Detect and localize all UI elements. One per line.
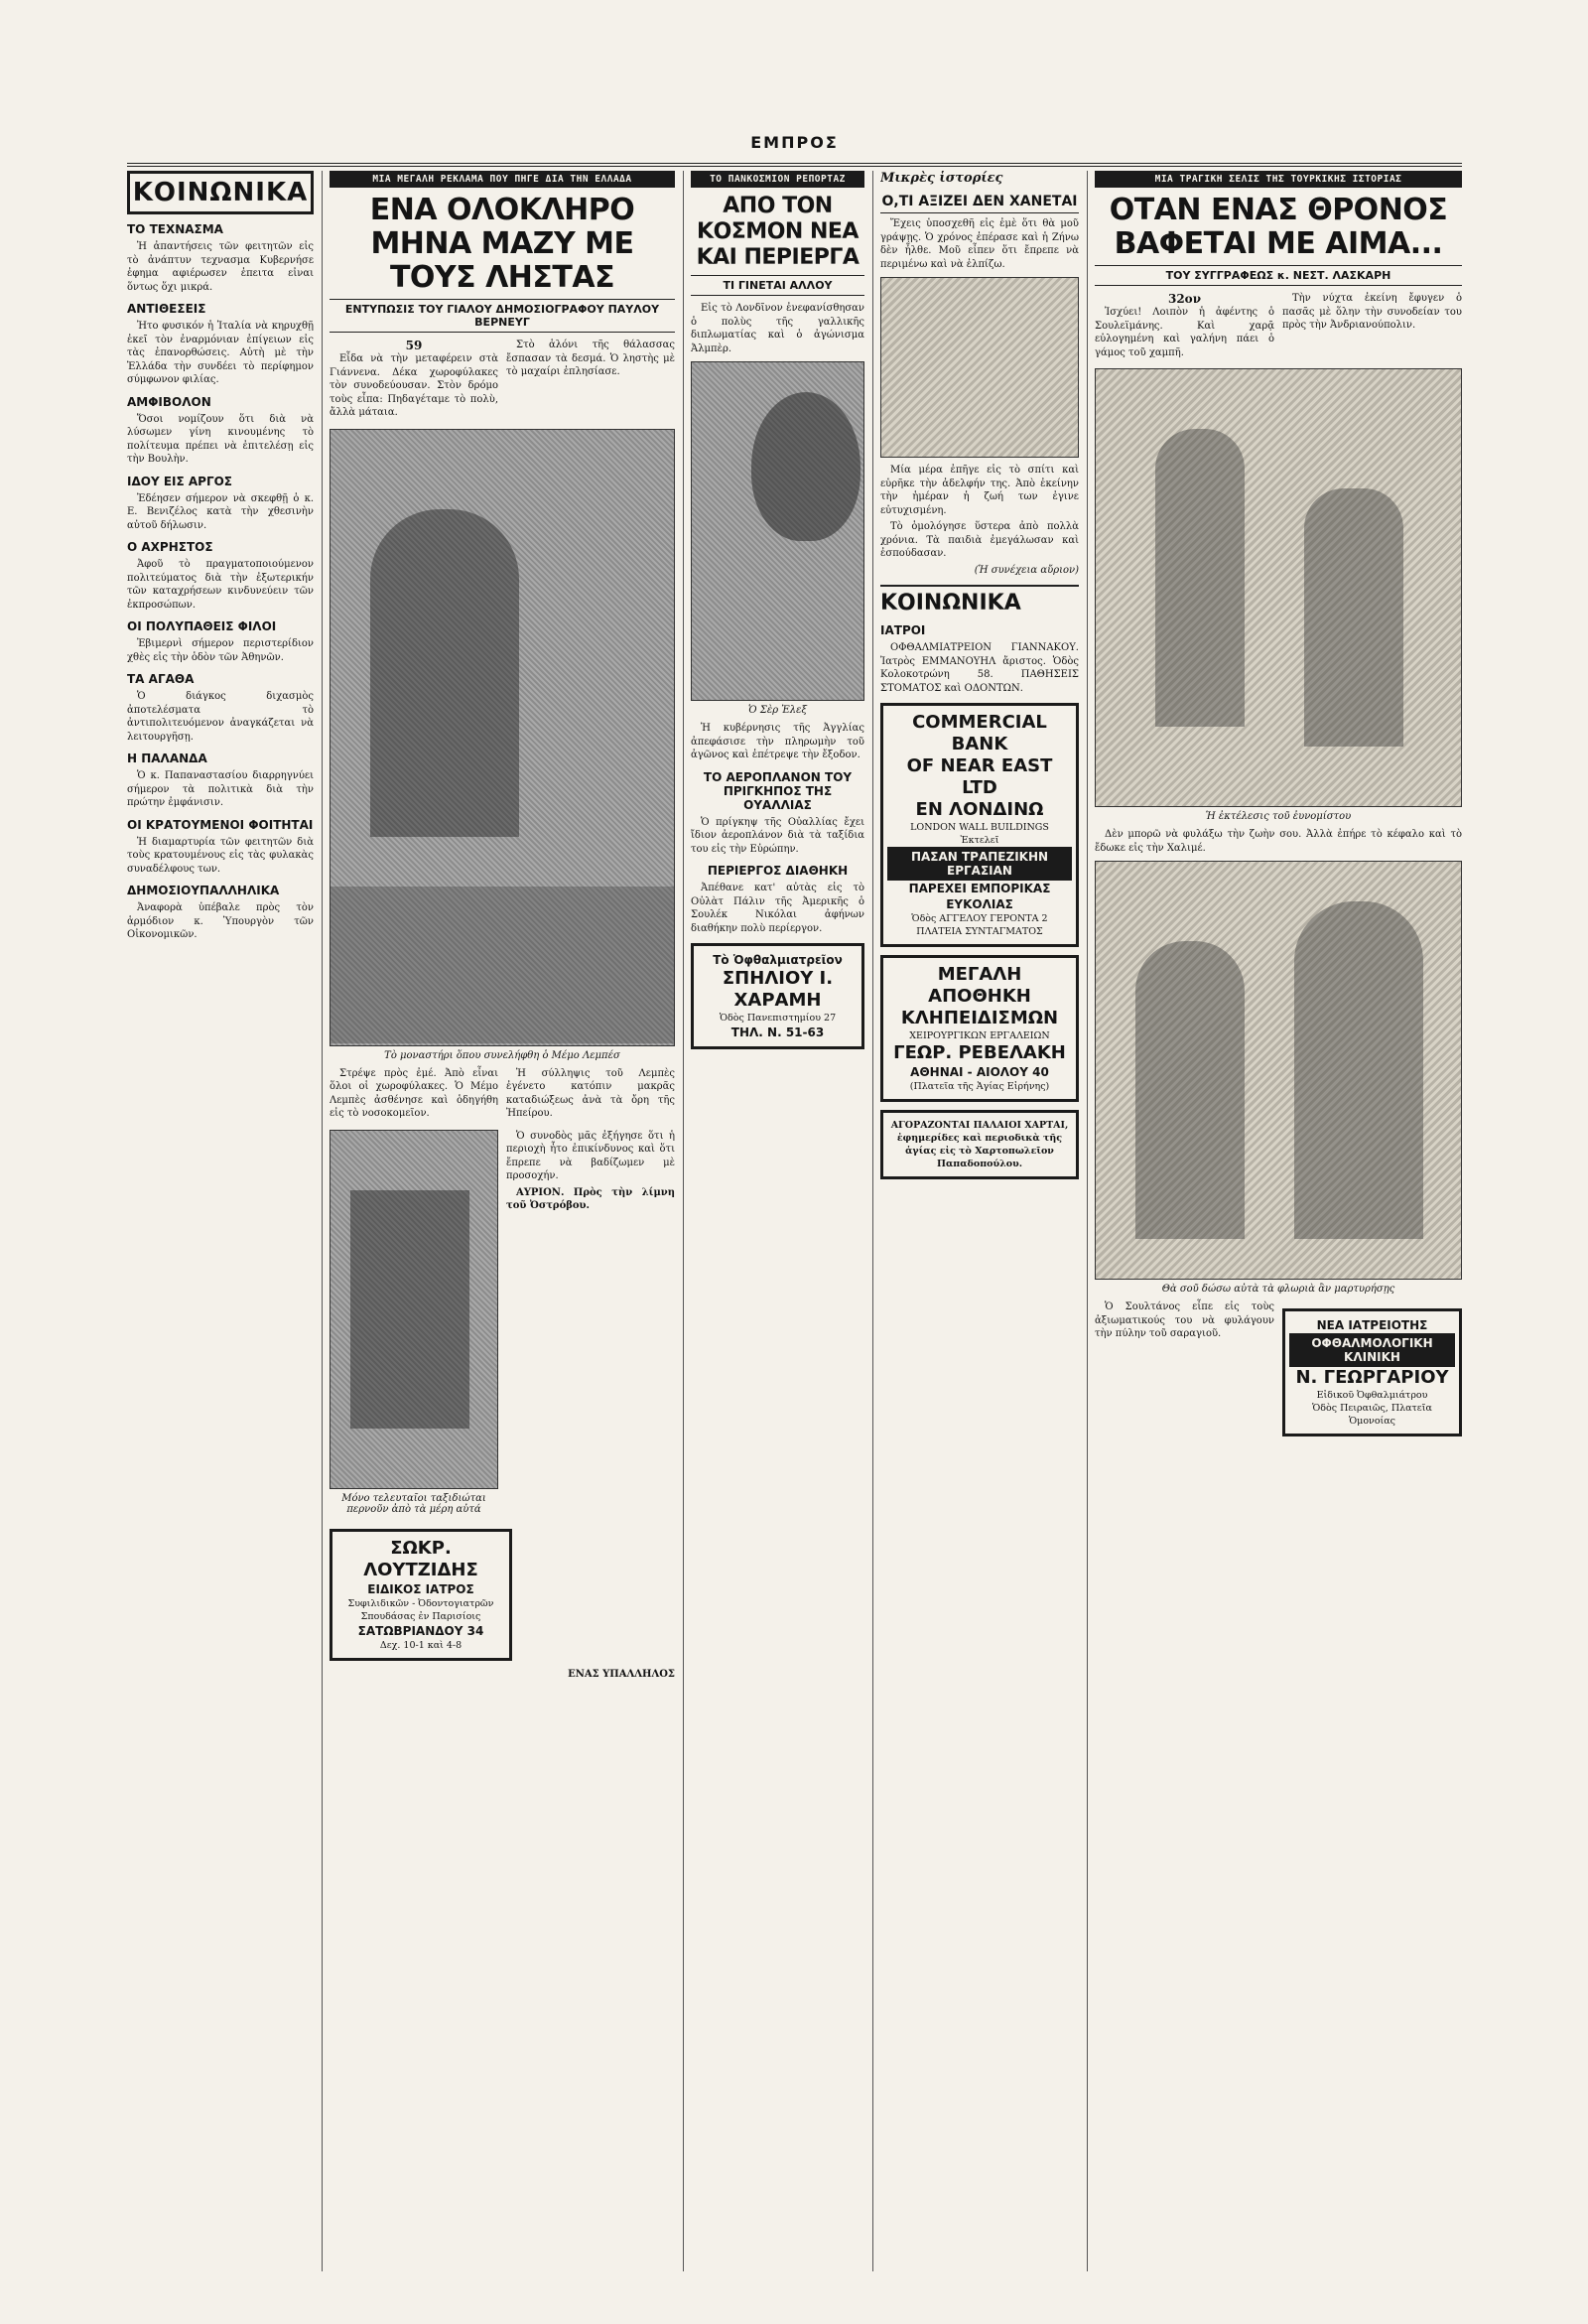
column-kinonika <box>127 171 314 2271</box>
item-title: Η ΠΑΛΑΝΔΑ <box>127 752 207 765</box>
item-title: ΔΗΜΟΣΙΟΥΠΑΛΛΗΛΙΚΑ <box>127 884 280 897</box>
kicker: Μικρὲς ἱστορίες <box>880 171 1003 186</box>
column-world-news <box>691 171 864 2271</box>
ad-line: ΕΝ ΛΟΝΔΙΝΩ <box>915 799 1044 820</box>
item-title: Ο ΑΧΡΗΣΤΟΣ <box>127 540 213 554</box>
photo-arch <box>370 509 519 837</box>
ad-line: (Πλατεῖα τῆς Ἁγίας Εἰρήνης) <box>909 1081 1050 1092</box>
column-bandits-story <box>330 171 675 2271</box>
episode-number: 59 <box>405 339 423 352</box>
paragraph: Μία μέρα ἐπῆγε εἰς τὸ σπίτι καὶ εὑρῆκε τὴν ἀδελφήν της. Ἀπὸ ἐκείνην τὴν ἡμέραν ἡ ζωή των ἐγινε εὐτυχισμένη. <box>880 465 1079 516</box>
item-title: ΟΙ ΠΟΛΥΠΑΘΕΙΣ ΦΙΛΟΙ <box>127 619 277 633</box>
ad-line: Ὁδὸς ΑΓΓΕΛΟΥ ΓΕΡΟΝΤΑ 2 <box>911 913 1048 924</box>
paragraph: Εἶδα νὰ τὴν μεταφέρειν στὰ Γιάννενα. Δέκα χωροφύλακες τὸν συνοδεύουσαν. Στὸν δρόμο τοὺς εἶπα: Πηδαγέταμε τὸ πολὺ, ἄλλὰ μάταια. <box>330 353 498 418</box>
ad-line: Ὁδὸς Πειραιῶς, Πλατεῖα Ὁμονοίας <box>1312 1403 1432 1427</box>
store-ad <box>880 955 1079 1102</box>
monastery-photo <box>330 429 675 1046</box>
subheading: ΠΕΡΙΕΡΓΟΣ ΔΙΑΘΗΚΗ <box>707 864 849 878</box>
ad-line: Σπουδάσας ἐν Παρισίοις <box>360 1610 481 1622</box>
kicker: ΜΙΑ ΜΕΓΑΛΗ ΡΕΚΛΑΜΑ ΠΟΥ ΠΗΓΕ ΔΙΑ ΤΗΝ ΕΛΛΑΔΑ <box>330 171 675 188</box>
continued-note: (Ἡ συνέχεια αὔριον) <box>974 564 1079 576</box>
item-7 <box>127 672 314 744</box>
ad-line: Ὁδὸς Πανεπιστημίου 27 <box>719 1013 837 1024</box>
column-rule <box>1087 171 1088 2271</box>
paragraph: Εἰς τὸ Λονδῖνον ἐνεφανίσθησαν ὁ πολὺς τῆς γαλλικῆς διπλωματίας καὶ ὁ ἀγώνισμα Ἀλμπὲρ. <box>691 303 864 354</box>
subheading: ΤΟ ΑΕΡΟΠΛΑΝΟΝ ΤΟΥ ΠΡΙΓΚΗΠΟΣ ΤΗΣ ΟΥΑΛΛΙΑΣ <box>703 769 853 812</box>
ad-hours: Δεχ. 10-1 καὶ 4-8 <box>379 1639 463 1651</box>
photo-caption: Μόνο τελευταῖοι ταξιδιώται περνοῦν ἀπὸ τὰ μέρη αὐτά <box>341 1492 486 1515</box>
ad-line: COMMERCIAL BANK <box>912 712 1047 754</box>
text-column <box>1282 1300 1462 1444</box>
newspaper-page <box>127 127 1462 2271</box>
children-illustration <box>880 277 1079 458</box>
paragraph: Ὁ Σουλτάνος εἶπε εἰς τοὺς ἀξιωματικούς του νὰ φυλάγουν τὴν πύλην τοῦ σαραγιοῦ. <box>1095 1301 1274 1339</box>
item-text: Ὁ διάγκος διχασμὸς ἀποτελέσματα τὸ ἀντιπολιτευόμενον ἀναγκάζεται νὰ λειτουργῆσῃ. <box>127 691 314 743</box>
story-text-bottom <box>1095 1300 1462 1444</box>
item-4 <box>127 475 314 533</box>
illustration-caption: Ἡ ἐκτέλεσις τοῦ ἐυνομίστου <box>1205 811 1352 822</box>
paragraph: Ἡ σύλληψις τοῦ Λεμπὲς ἐγένετο κατόπιν μακρᾶς καταδιώξεως ἀνὰ τὰ ὄρη τῆς Ἠπείρου. <box>506 1067 675 1119</box>
item-text: Ἐδέησεν σήμερον νὰ σκεφθῇ ὁ κ. Ε. Βενιζέλος κατὰ τὴν χθεσινὴν αὐτοῦ δήλωσιν. <box>127 492 314 531</box>
ad-line: Ν. ΓΕΩΡΓΑΡΙΟΥ <box>1295 1367 1449 1388</box>
column-rule <box>322 171 323 2271</box>
item-title: ΙΔΟΥ ΕΙΣ ΑΡΓΟΣ <box>127 474 232 488</box>
item-text: Ἀναφορὰ ὑπέβαλε πρὸς τὸν ἁρμόδιον κ. Ὑπουργὸν τῶν Οἰκονομικῶν. <box>127 902 314 940</box>
ad-line: LONDON WALL BUILDINGS <box>910 822 1049 833</box>
ad-line: ΝΕΑ ΙΑΤΡΕΙΟΤΗΣ <box>1316 1318 1428 1332</box>
episode-number: 32ον <box>1167 292 1202 306</box>
ad-line: ΠΛΑΤΕΙΑ ΣΥΝΤΑΓΜΑΤΟΣ <box>916 926 1043 937</box>
kicker: ΤΟ ΠΑΝΚΟΣΜΙΟΝ ΡΕΠΟΡΤΑΖ <box>691 171 864 188</box>
tomorrow-note: ΑΥΡΙΟΝ. Πρὸς τὴν λίμνη τοῦ Ὀστρόβου. <box>506 1186 675 1211</box>
item-title: ΑΜΦΙΒΟΛΟΝ <box>127 394 211 409</box>
item-title: ΤΑ ΑΓΑΘΑ <box>127 672 195 686</box>
item-9 <box>127 818 314 877</box>
portrait-photo <box>691 361 864 701</box>
illus-figure <box>1304 488 1403 747</box>
ad-line: ΓΕΩΡ. ΡΕΒΕΛΑΚΗ <box>893 1042 1066 1063</box>
byline: ΤΟΥ ΣΥΓΓΡΑΦΕΩΣ κ. ΝΕΣΤ. ΛΑΣΚΑΡΗ <box>1095 265 1462 286</box>
item-1 <box>127 222 314 294</box>
ad-line: Τὸ Ὀφθαλμιατρεῖον <box>713 953 843 967</box>
paragraph: Ὁ συνοδὸς μᾶς ἐξήγησε ὅτι ἡ περιοχὴ ἦτο ἐπικίνδυνος καὶ ὅτι ἔπρεπε νὰ βαδίζωμεν μὲ προσοχήν. <box>506 1130 675 1181</box>
item-10 <box>127 884 314 942</box>
illus-figure <box>1155 429 1245 727</box>
subheading: ΙΑΤΡΟΙ <box>880 623 926 637</box>
execution-illustration <box>1095 368 1462 807</box>
column-turkish-history <box>1095 171 1462 2271</box>
doctor-ad <box>330 1529 512 1661</box>
paragraph: Τὴν νύχτα ἐκείνη ἔφυγεν ὁ πασᾶς μὲ ὅλην τὴν συνοδείαν του πρὸς τὴν Ἀνδριανούπολιν. <box>1282 293 1462 331</box>
item-2 <box>127 302 314 387</box>
ad-line: OF NEAR EAST LTD <box>906 755 1053 798</box>
item-title: ΤΟ ΤΕΧΝΑΣΜΑ <box>127 222 223 236</box>
item-text: Ὅσοι νομίζουν ὅτι διὰ νὰ λύσωμεν γίνη κινουμένης τὸ πολίτευμα πρέπει νὰ ἐπιτελέσῃ εἰς τὴν Βουλὴν. <box>127 413 314 465</box>
paper-ad <box>880 1110 1079 1179</box>
section-title-kinonika: ΚΟΙΝΩΝΙΚΑ <box>880 585 1079 615</box>
text-column <box>506 339 675 423</box>
item-text: Ὁ κ. Παπαναστασίου διαρρηγνύει σήμερον τὰ πολιτικὰ διὰ τὴν πρώτην ἐμφάνισιν. <box>127 770 314 808</box>
headline: ΟΤΑΝ ΕΝΑΣ ΘΡΟΝΟΣ ΒΑΦΕΤΑΙ ΜΕ ΑΙΜΑ... <box>1109 193 1448 261</box>
item-text: Ἠτο φυσικόν ἡ Ἰταλία νὰ κηρυχθῇ ἐκεῖ τὸν ἐναρμόνιαν ἐπίγειων εἰς τὰς ἐπανορθώσεις. Αὐτὴ μὲ τὴν Ἑλλάδα τὴν συνδέει τὸ περίφημον σύμφωνον φιλίας. <box>127 321 314 385</box>
ad-line: ΠΑΣΑΝ ΤΡΑΠΕΖΙΚΗΝ ΕΡΓΑΣΙΑΝ <box>887 847 1072 881</box>
ophthalmologist-ad <box>691 943 864 1049</box>
item-title: ΟΙ ΚΡΑΤΟΥΜΕΝΟΙ ΦΟΙΤΗΤΑΙ <box>127 817 314 832</box>
travellers-photo <box>330 1130 498 1489</box>
illus-figure <box>1294 901 1423 1239</box>
text-column <box>506 1130 675 1521</box>
text-column <box>1282 292 1462 362</box>
ad-address: ΣΑΤΩΒΡΙΑΝΔΟΥ 34 <box>357 1623 484 1638</box>
text-column <box>330 339 498 423</box>
paragraph: Δὲν μπορῶ νὰ φυλάξω τὴν ζωὴν σου. Ἀλλὰ ἐπήρε τὸ κέφαλο καὶ τὸ ἔδωκε εἰς τὴν Χαλιμέ. <box>1095 829 1462 854</box>
headline: ΕΝΑ ΟΛΟΚΛΗΡΟ ΜΗΝΑ ΜΑΖΥ ΜΕ ΤΟΥΣ ΛΗΣΤΑΣ <box>369 193 635 295</box>
paragraph: Ἡ κυβέρνησις τῆς Ἀγγλίας ἀπεφάσισε τὴν πληρωμὴν τοῦ ἀγῶνος καὶ ἐπέτρεψε τὴν ἔξοδον. <box>691 723 864 760</box>
item-5 <box>127 540 314 612</box>
bottom-signature: ΕΝΑΣ ΥΠΑΛΛΗΛΟΣ <box>568 1668 675 1680</box>
illustration-caption: Θὰ σοῦ δώσω αὐτὰ τὰ φλωριὰ ἂν μαρτυρήσῃς <box>1161 1284 1395 1295</box>
section-title-kinonika: ΚΟΙΝΩΝΙΚΑ <box>127 171 314 214</box>
item-6 <box>127 619 314 664</box>
clinic-ad <box>1282 1308 1462 1436</box>
kicker: ΜΙΑ ΤΡΑΓΙΚΗ ΣΕΛΙΣ ΤΗΣ ΤΟΥΡΚΙΚΗΣ ΙΣΤΟΡΙΑΣ <box>1095 171 1462 188</box>
text-column <box>506 1067 675 1124</box>
paragraph: Στὸ ἁλόνι τῆς θάλασσας ἔσπασαν τὰ δεσμά. Ὁ ληστὴς μὲ τὸ μαχαίρι ἐπλησίασε. <box>506 340 675 377</box>
text-column <box>330 1067 498 1124</box>
item-3 <box>127 395 314 467</box>
newspaper-name: ΕΜΠΡΟΣ <box>750 133 839 152</box>
ad-line: ΠΑΡΕΧΕΙ ΕΜΠΟΡΙΚΑΣ ΕΥΚΟΛΙΑΣ <box>908 882 1051 911</box>
paragraph: ΟΦΘΑΛΜΙΑΤΡΕΙΟΝ ΓΙΑΝΝΑΚΟΥ. Ἰατρὸς ΕΜΜΑΝΟΥΗΛ ἄριστος. Ὁδὸς Κολοκοτρώνη 58. ΠΑΘΗΣΕΙΣ ΣΤΟΜΑΤΟΣ καὶ ΟΔΟΝΤΩΝ. <box>880 642 1079 694</box>
ad-phone: ΤΗΛ. Ν. 51-63 <box>730 1025 825 1039</box>
item-text: Ἡ διαμαρτυρία τῶν φειτητῶν διὰ τοὺς κρατουμένους εἰς τὰς φυλακὰς συναδέλφους των. <box>127 836 314 875</box>
ad-line: ΧΕΙΡΟΥΡΓΙΚΩΝ ΕΡΓΑΛΕΙΩΝ <box>909 1030 1050 1041</box>
illus-figure <box>1135 941 1245 1239</box>
story-text-top <box>1095 292 1462 362</box>
byline: ΤΙ ΓΙΝΕΤΑΙ ΑΛΛΟΥ <box>691 275 864 296</box>
bank-ad <box>880 703 1079 947</box>
ad-line: Εἰδικοῦ Ὀφθαλμιάτρου <box>1316 1390 1428 1401</box>
ad-line: ΚΛΗΠΕΙΔΙΣΜΩΝ <box>900 1008 1059 1028</box>
paragraph: Στρέψε πρὸς ἐμέ. Ἀπὸ εἶναι ὅλοι οἱ χωροφύλακες. Ὁ Μέμο Λεμπὲς ἀσθένησε καὶ ὁδηγήθη εἰς τὸ νοσοκομεῖον. <box>330 1067 498 1119</box>
ad-line: Συφιλιδικῶν - Ὀδοντογιατρῶν <box>347 1597 494 1609</box>
paragraph: Ἰσχύει! Λοιπὸν ἡ ἀφέντης ὁ Σουλεϊμάνης. Καὶ χαρᾷ εὐλογημένη καὶ γαλήνη πάει ὁ γάμος τοῦ χαμπῆ. <box>1095 307 1274 358</box>
paragraph: Τὸ ὁμολόγησε ὕστερα ἀπὸ πολλὰ χρόνια. Τὰ παιδιὰ ἐμεγάλωσαν καὶ ἐσπούδασαν. <box>880 521 1079 559</box>
ad-line: ΕΙΔΙΚΟΣ ΙΑΤΡΟΣ <box>367 1581 474 1596</box>
ad-line: ΑΓΟΡΑΖΟΝΤΑΙ ΠΑΛΑΙΟΙ ΧΑΡΤΑΙ, ἐφημερίδες καὶ περιοδικὰ τῆς ἁγίας εἰς τὸ Χαρτοπωλεῖον Παπαδοπούλου. <box>890 1120 1069 1169</box>
item-title: ΑΝΤΙΘΕΣΕΙΣ <box>127 302 206 316</box>
headline: ΑΠΟ ΤΟΝ ΚΟΣΜΟΝ ΝΕΑ ΚΑΙ ΠΕΡΙΕΡΓΑ <box>696 194 860 270</box>
bribe-illustration <box>1095 861 1462 1280</box>
photo-caption: Τὸ μοναστήρι ὅπου συνελήφθη ὁ Μέμο Λεμπέσ <box>384 1049 620 1061</box>
ad-line: ΟΦΘΑΛΜΟΛΟΓΙΚΗ ΚΛΙΝΙΚΗ <box>1289 1333 1455 1367</box>
text-column <box>1095 1300 1274 1444</box>
item-8 <box>127 752 314 810</box>
masthead <box>127 127 1462 167</box>
photo-ground <box>331 887 674 1043</box>
text-column <box>1095 292 1274 362</box>
ad-name: ΣΩΚΡ. ΛΟΥΤΖΙΔΗΣ <box>363 1537 478 1580</box>
column-short-stories <box>880 171 1079 2271</box>
item-text: Ἡ ἀπαντήσεις τῶν φειτητῶν εἰς τὸ ἀνάπτυν τεχνασμα Κυβερνήσε ἐφημα αφιέρωσεν ἐπειτα εἰναι ὅντως ὅχι μικρά. <box>127 241 314 293</box>
photo-figures <box>350 1190 469 1429</box>
portrait-face <box>751 392 860 541</box>
item-text: Ἀφοῦ τὸ πραγματοποιούμενον πολιτεύματος διὰ τὴν ἐξωτερικήν τῶν καταχρήσεων κινδυνεύειν τῶν ἐκπροσώπων. <box>127 559 314 611</box>
portrait-caption: Ὁ Σὲρ Ἐλεξ <box>747 705 807 716</box>
byline: ΕΝΤΥΠΩΣΙΣ ΤΟΥ ΓΙΑΛΟΥ ΔΗΜΟΣΙΟΓΡΑΦΟΥ ΠΑΥΛΟΥ ΒΕΡΝΕΥΓ <box>330 299 675 333</box>
column-rule <box>683 171 684 2271</box>
column-rule <box>872 171 873 2271</box>
headline: Ο,ΤΙ ΑΞΙΖΕΙ ΔΕΝ ΧΑΝΕΤΑΙ <box>880 194 1079 213</box>
paragraph: Ὁ πρίγκηψ τῆς Οὐαλλίας ἔχει ἴδιον ἀεροπλάνον διὰ τὰ ταξίδια του εἰς τὴν Εὐρώπην. <box>691 816 864 855</box>
ad-line: ΑΘΗΝΑΙ - ΑΙΟΛΟΥ 40 <box>910 1065 1049 1079</box>
ad-line: Ἐκτελεῖ <box>960 835 999 846</box>
ad-line: ΜΕΓΑΛΗ ΑΠΟΘΗΚΗ <box>928 964 1031 1007</box>
item-text: Ἐβιμερνὶ σήμερον περιστερίδιον χθὲς εἰς τὴν ὁδὸν τῶν Ἀθηνῶν. <box>127 638 314 663</box>
photo-column <box>330 1130 498 1521</box>
ad-name: ΣΠΗΛΙΟΥ Ι. ΧΑΡΑΜΗ <box>722 968 834 1011</box>
story-bottom <box>330 1130 675 1521</box>
paragraph: Ἔχεις ὑποσχεθῆ εἰς ἐμὲ ὅτι θὰ μοῦ γράψῃς. Ὁ χρόνος ἐπέρασε καὶ ἡ Ζήνω δὲν ἦλθε. Μοῦ εἶπεν ὅτι ἔπρεπε νὰ περιμένω καὶ νὰ ἐλπίζω. <box>880 218 1079 270</box>
story-text-top <box>330 339 675 423</box>
paragraph: Ἀπέθανε κατ' αὐτὰς εἰς τὸ Οὐλὰτ Πάλιν τῆς Ἀμερικῆς ὁ Σουλέκ Νικόλαι ἀφήνων διαθήκην πολὺ περίεργον. <box>691 883 864 934</box>
story-text-middle <box>330 1067 675 1124</box>
